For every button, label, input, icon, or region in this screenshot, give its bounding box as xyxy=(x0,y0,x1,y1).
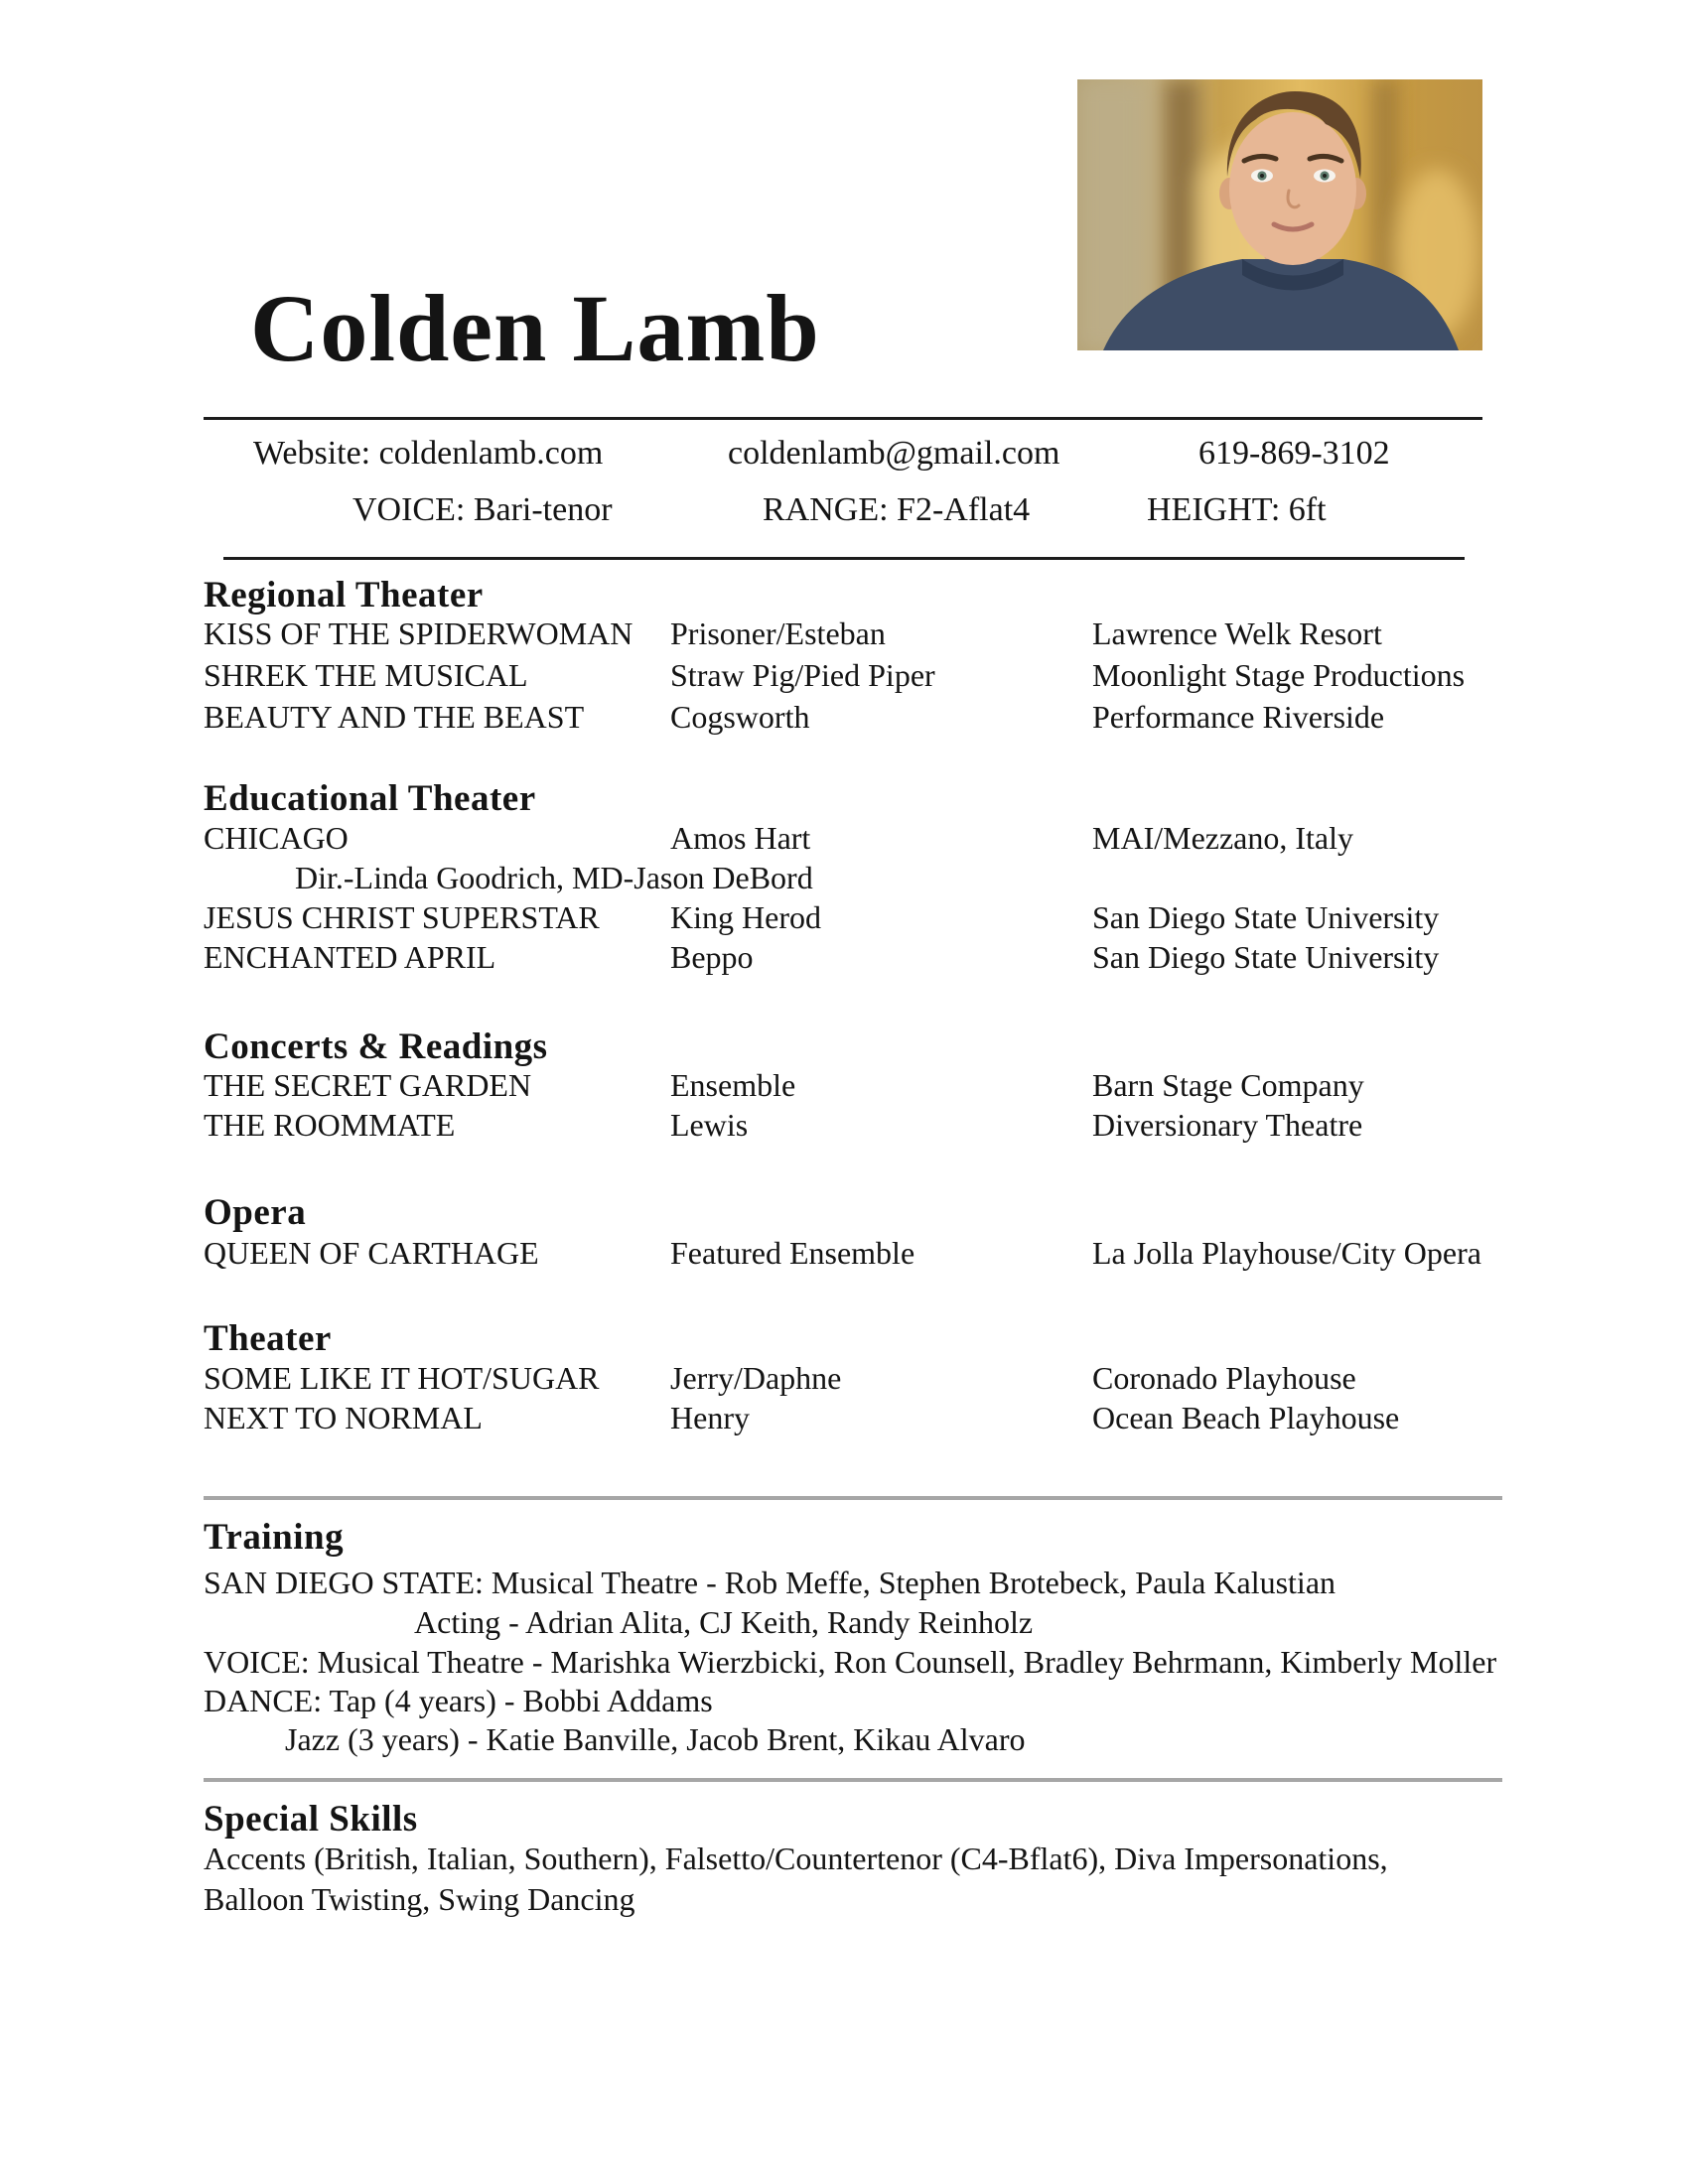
training-line: Acting - Adrian Alita, CJ Keith, Randy Reinholz xyxy=(414,1604,1034,1640)
skills-line: Accents (British, Italian, Southern), Falsetto/Countertenor (C4-Bflat6), Diva Impersonations, xyxy=(204,1841,1388,1876)
credit-show: ENCHANTED APRIL xyxy=(204,939,496,975)
credit-role: Cogsworth xyxy=(670,699,810,735)
section-title-concerts-readings: Concerts & Readings xyxy=(204,1026,548,1067)
credit-company: MAI/Mezzano, Italy xyxy=(1092,820,1354,856)
credit-company: Barn Stage Company xyxy=(1092,1067,1364,1103)
contact-range: RANGE: F2-Aflat4 xyxy=(763,491,1031,528)
training-line: SAN DIEGO STATE: Musical Theatre - Rob Meffe, Stephen Brotebeck, Paula Kalustian xyxy=(204,1565,1336,1600)
credit-role: Featured Ensemble xyxy=(670,1235,915,1271)
skills-line: Balloon Twisting, Swing Dancing xyxy=(204,1881,635,1917)
headshot-photo xyxy=(1077,79,1482,350)
divider-top xyxy=(204,417,1482,420)
training-line: VOICE: Musical Theatre - Marishka Wierzbicki, Ron Counsell, Bradley Behrmann, Kimberly Moller xyxy=(204,1644,1497,1680)
divider-contact xyxy=(223,557,1465,560)
credit-role: Henry xyxy=(670,1400,750,1435)
credit-company: Ocean Beach Playhouse xyxy=(1092,1400,1400,1435)
section-title-regional-theater: Regional Theater xyxy=(204,575,484,615)
contact-phone: 619-869-3102 xyxy=(1198,435,1390,472)
section-title-theater: Theater xyxy=(204,1318,332,1359)
credit-company: Coronado Playhouse xyxy=(1092,1360,1356,1396)
credit-show: CHICAGO xyxy=(204,820,349,856)
credit-show: QUEEN OF CARTHAGE xyxy=(204,1235,539,1271)
credit-show: SOME LIKE IT HOT/SUGAR xyxy=(204,1360,600,1396)
credit-show: THE SECRET GARDEN xyxy=(204,1067,532,1103)
credit-show: THE ROOMMATE xyxy=(204,1107,456,1143)
training-line: Jazz (3 years) - Katie Banville, Jacob Brent, Kikau Alvaro xyxy=(285,1721,1026,1757)
credit-show: BEAUTY AND THE BEAST xyxy=(204,699,585,735)
section-title-opera: Opera xyxy=(204,1192,307,1233)
credit-company: San Diego State University xyxy=(1092,939,1440,975)
contact-voice: VOICE: Bari-tenor xyxy=(352,491,613,528)
credit-role: Lewis xyxy=(670,1107,749,1143)
credit-show: JESUS CHRIST SUPERSTAR xyxy=(204,899,600,935)
credit-company: Performance Riverside xyxy=(1092,699,1385,735)
credit-company: San Diego State University xyxy=(1092,899,1440,935)
credit-show: KISS OF THE SPIDERWOMAN xyxy=(204,615,633,651)
contact-email: coldenlamb@gmail.com xyxy=(728,435,1060,472)
credit-role: Ensemble xyxy=(670,1067,796,1103)
credit-show: SHREK THE MUSICAL xyxy=(204,657,528,693)
section-title-training: Training xyxy=(204,1517,345,1558)
page-title: Colden Lamb xyxy=(250,275,820,381)
contact-height: HEIGHT: 6ft xyxy=(1147,491,1327,528)
credit-company: Diversionary Theatre xyxy=(1092,1107,1363,1143)
credit-role: King Herod xyxy=(670,899,821,935)
credit-role: Prisoner/Esteban xyxy=(670,615,886,651)
training-line: DANCE: Tap (4 years) - Bobbi Addams xyxy=(204,1683,713,1718)
divider-special-skills xyxy=(204,1778,1502,1782)
section-title-educational-theater: Educational Theater xyxy=(204,778,536,819)
section-title-special-skills: Special Skills xyxy=(204,1799,418,1840)
credit-role: Jerry/Daphne xyxy=(670,1360,842,1396)
credit-company: Moonlight Stage Productions xyxy=(1092,657,1466,693)
credit-note: Dir.-Linda Goodrich, MD-Jason DeBord xyxy=(295,860,813,895)
credit-role: Amos Hart xyxy=(670,820,811,856)
credit-company: Lawrence Welk Resort xyxy=(1092,615,1382,651)
credit-role: Beppo xyxy=(670,939,754,975)
contact-website: Website: coldenlamb.com xyxy=(253,435,604,472)
credit-company: La Jolla Playhouse/City Opera xyxy=(1092,1235,1481,1271)
credit-role: Straw Pig/Pied Piper xyxy=(670,657,935,693)
credit-show: NEXT TO NORMAL xyxy=(204,1400,483,1435)
divider-training xyxy=(204,1496,1502,1500)
headshot-illustration xyxy=(1077,79,1482,350)
